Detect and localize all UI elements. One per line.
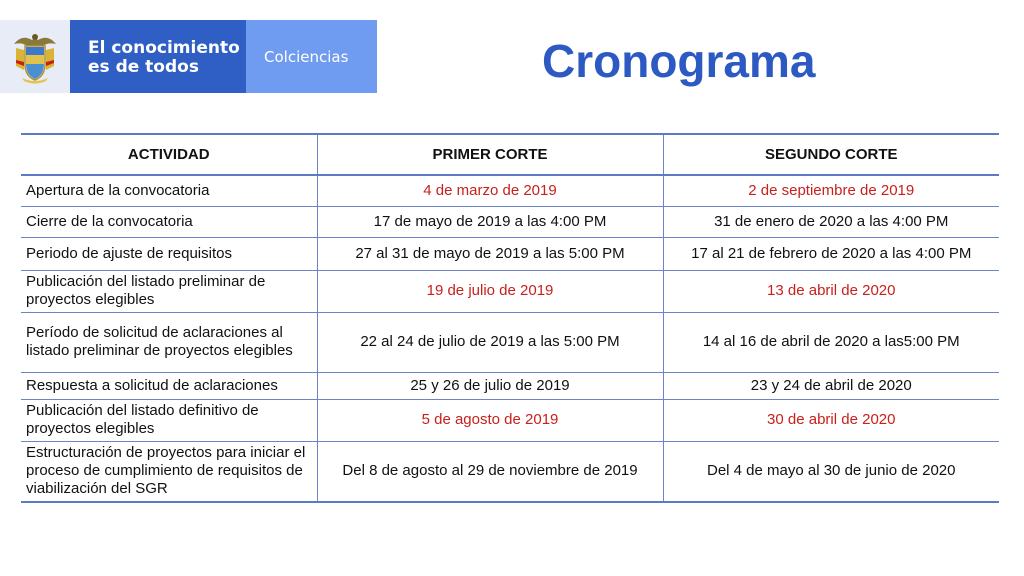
- table-row: [21, 399, 999, 441]
- schedule-table: [21, 133, 999, 503]
- cell-segundo-corte: Del 4 de mayo al 30 de junio de 2020: [663, 441, 999, 502]
- cell-segundo-corte: 13 de abril de 2020: [663, 270, 999, 312]
- org-name: Colciencias: [264, 47, 349, 66]
- brand-logo: [70, 20, 246, 93]
- cell-segundo-corte: 30 de abril de 2020: [663, 399, 999, 441]
- page-title: Cronograma: [542, 35, 816, 87]
- cell-primer-corte: 22 al 24 de julio de 2019 a las 5:00 PM: [317, 312, 663, 372]
- table-header-row: [21, 134, 999, 175]
- cell-segundo-corte: 23 y 24 de abril de 2020: [663, 372, 999, 399]
- header-actividad: ACTIVIDAD: [21, 134, 317, 175]
- cell-primer-corte: 19 de julio de 2019: [317, 270, 663, 312]
- cell-actividad: Publicación del listado definitivo de proyectos elegibles: [21, 399, 317, 441]
- header-banner: [0, 20, 377, 93]
- table-row: [21, 270, 999, 312]
- table-row: [21, 237, 999, 270]
- cell-actividad: Publicación del listado preliminar de proyectos elegibles: [21, 270, 317, 312]
- coat-of-arms-icon: [10, 30, 60, 84]
- cell-primer-corte: 25 y 26 de julio de 2019: [317, 372, 663, 399]
- cell-primer-corte: 27 al 31 de mayo de 2019 a las 5:00 PM: [317, 237, 663, 270]
- org-logo: [246, 20, 377, 93]
- cell-actividad: Respuesta a solicitud de aclaraciones: [21, 372, 317, 399]
- table-row: [21, 312, 999, 372]
- cell-segundo-corte: 31 de enero de 2020 a las 4:00 PM: [663, 206, 999, 237]
- header-primer-corte: PRIMER CORTE: [317, 134, 663, 175]
- brand-line2: es de todos: [88, 57, 199, 77]
- cell-segundo-corte: 2 de septiembre de 2019: [663, 175, 999, 206]
- brand-line1: El conocimiento: [88, 38, 240, 58]
- cell-actividad: Estructuración de proyectos para iniciar el proceso de cumplimiento de requisitos de viabilización del SGR: [21, 441, 317, 502]
- table-row: [21, 441, 999, 502]
- cell-actividad: Período de solicitud de aclaraciones al listado preliminar de proyectos elegibles: [21, 312, 317, 372]
- cell-primer-corte: Del 8 de agosto al 29 de noviembre de 2019: [317, 441, 663, 502]
- table-row: [21, 175, 999, 206]
- cell-actividad: Periodo de ajuste de requisitos: [21, 237, 317, 270]
- cell-actividad: Cierre de la convocatoria: [21, 206, 317, 237]
- cell-primer-corte: 5 de agosto de 2019: [317, 399, 663, 441]
- cell-primer-corte: 17 de mayo de 2019 a las 4:00 PM: [317, 206, 663, 237]
- table-row: [21, 372, 999, 399]
- cell-segundo-corte: 14 al 16 de abril de 2020 a las5:00 PM: [663, 312, 999, 372]
- cell-actividad: Apertura de la convocatoria: [21, 175, 317, 206]
- cell-segundo-corte: 17 al 21 de febrero de 2020 a las 4:00 PM: [663, 237, 999, 270]
- shield-container: [0, 20, 70, 93]
- header-segundo-corte: SEGUNDO CORTE: [663, 134, 999, 175]
- table-row: [21, 206, 999, 237]
- cell-primer-corte: 4 de marzo de 2019: [317, 175, 663, 206]
